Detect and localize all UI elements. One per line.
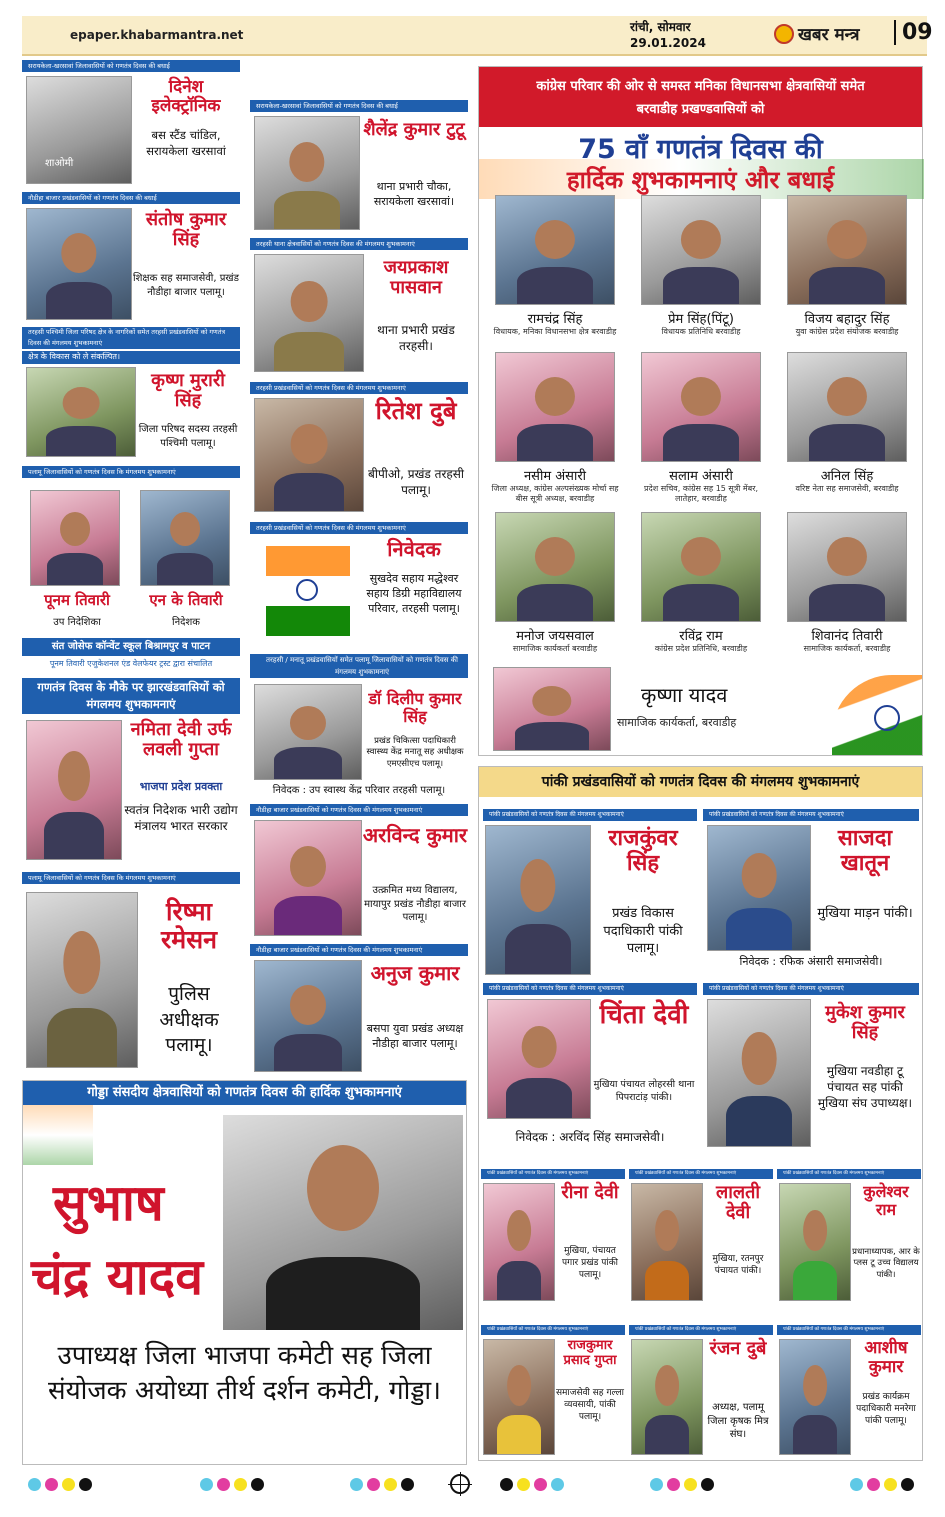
flag-decoration-icon	[23, 1105, 93, 1165]
member-name-last: कृष्णा यादव	[641, 683, 728, 707]
person-photo	[26, 208, 132, 320]
advertiser-desc: मुखिया, रतनपुर पंचायत पांकी।	[712, 1254, 764, 1277]
advertiser-name: राजकुमार प्रसाद गुप्ता	[563, 1338, 617, 1368]
person-photo	[254, 398, 364, 512]
advertiser-name: अरविन्द कुमार	[362, 823, 468, 847]
member-role: प्रदेश सचिव, कांग्रेस सह 15 सूत्री मेंबर, लातेहार, बरवाडीह	[643, 484, 759, 503]
card-strip: पांकी प्रखंडवासियों को गणतंत्र दिवस की मंगलमय शुभकामनाएं	[483, 983, 697, 995]
advertiser-desc: स्वतंत्र निदेशक भारी उद्योग मंत्रालय भारत सरकार	[124, 803, 238, 834]
member-name: सलाम अंसारी	[669, 469, 733, 484]
member-name: शिवानंद तिवारी	[811, 629, 883, 644]
ad-strip: नौडीहा बाजार प्रखंडवासियों को गणतंत्र दिवस की मंगलमय शुभकामनाएं	[250, 944, 468, 956]
card-strip: पांकी प्रखंडवासियों को गणतंत्र दिवस की मंगलमय शुभकामनाएं	[629, 1325, 773, 1335]
ad-strip: सरायकेला-खरसावां जिलावासियों को गणतंत्र दिवस की बधाई	[22, 60, 240, 72]
ad-strip: सरायकेला-खरसावां जिलावासियों को गणतंत्र दिवस की बधाई	[250, 100, 468, 112]
advertiser-name: रितेश दुबे	[375, 397, 457, 425]
ad-strip: नौडीहा बाजार प्रखंडवासियों को गणतंत्र दिवस की मंगलमय शुभकामनाएं	[250, 804, 468, 816]
name-1: पूनम तिवारी	[44, 591, 110, 609]
card-ashish	[777, 1325, 921, 1459]
person-photo	[254, 254, 364, 372]
advertiser-name: रंजन दुबे	[709, 1338, 767, 1359]
person-photo	[483, 1339, 555, 1455]
member-photo-last	[493, 667, 611, 751]
person-photo	[26, 892, 138, 1068]
advertiser-desc: मुखिया नवडीहा टू पंचायत सह पांकी मुखिया संघ उपाध्यक्ष।	[817, 1064, 913, 1111]
greeting-title: 75 वाँ गणतंत्र दिवस की	[578, 134, 823, 165]
member-card	[485, 352, 625, 512]
advertiser-name: कृष्ण मुरारी सिंह	[151, 370, 225, 412]
flag-icon	[266, 546, 350, 636]
yellow-dot-icon	[62, 1478, 75, 1491]
page-number: 09	[894, 20, 933, 45]
card-strip: पांकी प्रखंडवासियों को गणतंत्र दिवस की मंगलमय शुभकामनाएं	[629, 1169, 773, 1179]
newspaper-logo	[774, 22, 860, 45]
advertiser-name: संतोष कुमार सिंह	[145, 209, 227, 251]
city-day: रांची, सोमवार	[630, 20, 691, 34]
ad-namita	[22, 678, 240, 868]
advertiser-desc: मुखिया माड़न पांकी।	[817, 906, 913, 921]
card-strip: पांकी प्रखंडवासियों को गणतंत्र दिवस की मंगलमय शुभकामनाएं	[483, 809, 697, 821]
candidate-first-name: सुभाष	[53, 1174, 164, 1232]
candidate-photo	[223, 1115, 463, 1330]
member-card	[777, 512, 917, 672]
card-rajkumar	[481, 1325, 625, 1459]
ad-santosh	[22, 192, 240, 324]
card-lalti	[629, 1169, 773, 1305]
section-title: पांकी प्रखंडवासियों को गणतंत्र दिवस की मंगलमय शुभकामनाएं	[479, 767, 922, 797]
banner-line-1: कांग्रेस परिवार की ओर से समस्त मनिका विधानसभा क्षेत्रवासियों समेत	[536, 79, 865, 94]
member-card	[631, 195, 771, 355]
school-name: संत जोसेफ कॉन्वेंट स्कूल बिश्रामपुर व पाटन	[22, 638, 240, 656]
panki-section	[478, 766, 923, 1461]
advertiser-name: चिंता देवी	[599, 1000, 689, 1030]
person-photo	[631, 1339, 703, 1455]
person-photo	[254, 960, 362, 1072]
ad-strip: तरहसी प्रखंडवासियों को गणतंत्र दिवस की मंगलमय शुभकामनाएं	[250, 522, 468, 534]
card-strip: पांकी प्रखंडवासियों को गणतंत्र दिवस की मंगलमय शुभकामनाएं	[703, 809, 919, 821]
person-photo	[254, 684, 362, 780]
advertiser-desc: अध्यक्ष, पलामू जिला कृषक मित्र संघ।	[707, 1402, 769, 1440]
black-dot-icon	[79, 1478, 92, 1491]
logo-icon	[774, 24, 794, 44]
member-role: सामाजिक कार्यकर्ता, बरवाडीह	[803, 644, 891, 653]
shop-sign: शाओमी	[45, 158, 74, 169]
ad-ritesh	[250, 382, 468, 518]
advertiser-name: अनुज कुमार	[370, 961, 460, 985]
greeting-subtitle: हार्दिक शुभकामनाएं और बधाई	[566, 166, 835, 194]
advertiser-desc: थाना प्रभारी चौका, सरायकेला खरसावां।	[373, 180, 455, 208]
member-name: अनिल सिंह	[820, 469, 874, 484]
advertiser-name: रिष्मा रमेसन	[161, 897, 217, 954]
person-photo	[26, 720, 122, 860]
person-photo-1	[30, 490, 120, 586]
ad-krishna-murari	[22, 327, 240, 462]
person-photo	[487, 999, 591, 1119]
member-role: युवा कांग्रेस प्रदेश संयोजक बरवाडीह	[795, 327, 899, 336]
member-role: विधायक प्रतिनिधि बरवाडीह	[661, 327, 741, 336]
member-name: विजय बहादुर सिंह	[804, 312, 890, 327]
advertiser-name: रीना देवी	[561, 1182, 619, 1203]
ad-strip: तरहसी / मनातू प्रखंडवासियों समेत पलामू जिलावासियों को गणतंत्र दिवस की मंगलमय शुभकामनाएं	[250, 654, 468, 678]
member-card	[631, 352, 771, 512]
member-name: मनोज जयसवाल	[516, 629, 594, 644]
ad-strip: तरहसी पश्चिमी जिला परिषद क्षेत्र के नागरिकों समेत तरहसी प्रखंडवासियों को गणतंत्र दिवस की मंगलमय शुभकामनाएं	[22, 327, 240, 349]
ad-strip: नौडीहा बाजार प्रखंडवासियों को गणतंत्र दिवस की बधाई	[22, 192, 240, 204]
advertiser-desc: बसपा युवा प्रखंड अध्यक्ष नौडीहा बाजार पलामू।	[366, 1022, 464, 1050]
advertiser-name: राजकुंवर सिंह	[608, 826, 678, 876]
member-role: जिला अध्यक्ष, कांग्रेस अल्पसंख्यक मोर्चा सह बीस सूत्री अध्यक्ष, बरवाडीह	[491, 484, 619, 503]
advertiser-name: डॉ दिलीप कुमार सिंह	[368, 689, 462, 726]
advertiser-desc: पुलिस अधीक्षक पलामू।	[159, 983, 219, 1057]
person-photo-2	[140, 490, 230, 586]
registration-marks-left	[28, 1478, 92, 1492]
advertiser-desc: प्रखंड विकास पदाधिकारी पांकी पलामू।	[603, 906, 683, 957]
card-strip: पांकी प्रखंडवासियों को गणतंत्र दिवस की मंगलमय शुभकामनाएं	[777, 1169, 921, 1179]
card-strip: पांकी प्रखंडवासियों को गणतंत्र दिवस की मंगलमय शुभकामनाएं	[777, 1325, 921, 1335]
member-name: रविंद्र राम	[679, 629, 723, 644]
registration-marks-right	[850, 1478, 914, 1492]
advertiser-desc: मुखिया पंचायत लोहरसी थाना पिपराटांड़ पांकी।	[593, 1079, 695, 1103]
person-photo	[485, 825, 591, 975]
person-photo	[707, 999, 811, 1147]
member-role: वरिष्ट नेता सह समाजसेवी, बरवाडीह	[795, 484, 899, 493]
ad-strip: पलामू जिलावासियों को गणतंत्र दिवस कि मंगलमय शुभकामनाएं	[22, 872, 240, 884]
advertiser-desc: जिला परिषद सदस्य तरहसी पश्चिमी पलामू।	[138, 424, 238, 449]
advertiser-desc: बीपीओ, प्रखंड तरहसी पलामू।	[367, 467, 464, 498]
site-url[interactable]: epaper.khabarmantra.net	[70, 28, 244, 42]
candidate-last-name: चंद्र यादव	[31, 1248, 204, 1306]
role-1: उप निदेशिका	[53, 617, 101, 628]
ad-arvind	[250, 804, 468, 940]
magenta-dot-icon	[45, 1478, 58, 1491]
ad-rishma	[22, 872, 240, 1072]
advertiser-desc: उत्क्रमित मध्य विद्यालय, मायापुर प्रखंड नौडीहा बाजार पलामू।	[364, 885, 466, 923]
ad-nivedak-college	[250, 522, 468, 650]
member-role-last: सामाजिक कार्यकर्ता, बरवाडीह	[617, 716, 737, 729]
advertiser-desc: मुखिया, पंचायत पगार प्रखंड पांकी पलामू।	[562, 1246, 618, 1281]
advertiser-name: दिनेश इलेक्ट्रॉनिक	[151, 77, 221, 117]
ad-strip-secondary: क्षेत्र के विकास को ले संकल्पित।	[22, 351, 240, 364]
date-block	[630, 19, 706, 51]
member-role: सामाजिक कार्यकर्ता बरवाडीह	[512, 644, 598, 653]
person-photo	[254, 116, 360, 230]
member-card	[777, 352, 917, 512]
ad-jayprakash	[250, 238, 468, 378]
advertiser-name: शैलेंद्र कुमार टुटू	[363, 119, 465, 140]
date: 29.01.2024	[630, 36, 706, 50]
ad-shailendra	[250, 100, 468, 234]
person-photo	[483, 1183, 555, 1301]
advertiser-name: आशीष कुमार	[864, 1338, 908, 1378]
member-name: नसीम अंसारी	[523, 469, 587, 484]
person-photo	[631, 1183, 703, 1301]
advertiser-desc: शिक्षक सह समाजसेवी, प्रखंड नौडीहा बाजार पलामू।	[133, 273, 239, 298]
advertiser-name: कुलेश्वर राम	[863, 1182, 909, 1219]
chakra-icon	[874, 705, 900, 731]
member-role: विधायक, मनिका विधानसभा क्षेत्र बरवाडीह	[493, 327, 617, 336]
party-role: भाजपा प्रदेश प्रवक्ता	[139, 780, 223, 793]
trust-name: पूनम तिवारी एजुकेशनल एंड वेलफेयर ट्रस्ट द्वारा संचालित	[49, 659, 213, 668]
nivedak-line: निवेदक : रफिक अंसारी समाजसेवी।	[739, 955, 883, 968]
card-strip: पांकी प्रखंडवासियों को गणतंत्र दिवस की मंगलमय शुभकामनाएं	[481, 1325, 625, 1335]
ad-dilip	[250, 654, 468, 800]
name-2: एन के तिवारी	[149, 591, 223, 609]
member-name: प्रेम सिंह(पिंटू)	[668, 312, 734, 327]
card-reena	[481, 1169, 625, 1305]
card-chinta	[483, 983, 697, 1151]
card-strip: पांकी प्रखंडवासियों को गणतंत्र दिवस की मंगलमय शुभकामनाएं	[703, 983, 919, 995]
advertiser-name: नमिता देवी उर्फ लवली गुप्ता	[130, 719, 232, 761]
member-name: रामचंद्र सिंह	[527, 312, 583, 327]
ad-strip: गणतंत्र दिवस के मौके पर झारखंडवासियों को मंगलमय शुभकामनाएं	[22, 678, 240, 714]
ad-anuj	[250, 944, 468, 1076]
member-card	[631, 512, 771, 672]
registration-marks-5	[650, 1478, 714, 1492]
card-strip: पांकी प्रखंडवासियों को गणतंत्र दिवस की मंगलमय शुभकामनाएं	[481, 1169, 625, 1179]
ad-strip: तरहसी थाना क्षेत्रवासियों को गणतंत्र दिवस की मंगलमय शुभकामनाएं	[250, 238, 468, 250]
person-photo	[779, 1339, 851, 1455]
advertiser-desc: बस स्टैंड चांडिल, सरायकेला खरसावां	[146, 128, 226, 158]
ad-dinesh	[22, 60, 240, 190]
page-header	[22, 16, 933, 56]
member-card	[485, 512, 625, 672]
member-card	[777, 195, 917, 355]
section-title: गोड्डा संसदीय क्षेत्रवासियों को गणतंत्र दिवस की हार्दिक शुभकामनाएं	[23, 1081, 466, 1105]
registration-marks-3	[350, 1478, 414, 1492]
ad-tiwari	[22, 466, 240, 674]
advertiser-desc: प्रखंड चिकित्सा पदाधिकारी स्वास्थ्य केंद्र मनातू सह अधीक्षक एमएसीएच पलामू।	[366, 736, 464, 769]
advertiser-name: साजदा खातून	[837, 826, 893, 876]
person-photo	[779, 1183, 851, 1301]
nivedak-line: निवेदक : उप स्वास्थ केंद्र परिवार तरहसी पलामू।	[272, 785, 446, 796]
ad-strip: तरहसी प्रखंडवासियों को गणतंत्र दिवस की मंगलमय शुभकामनाएं	[250, 382, 468, 394]
advertiser-desc: प्रधानाध्यापक, आर के प्लस टू उच्च विद्यालय पांकी।	[852, 1247, 920, 1280]
card-kuleshwar	[777, 1169, 921, 1305]
logo-text: खबर मन्त्र	[798, 25, 860, 45]
advertiser-name: जयप्रकाश पासवान	[383, 257, 449, 299]
role-2: निदेशक	[172, 617, 200, 628]
advertiser-name: लालती देवी	[716, 1182, 760, 1224]
advertiser-name: मुकेश कुमार सिंह	[825, 1002, 905, 1044]
ad-strip: पलामू जिलावासियों को गणतंत्र दिवस कि मंगलमय शुभकामनाएं	[22, 466, 240, 478]
godda-ad	[22, 1080, 467, 1465]
congress-ad	[478, 66, 923, 756]
card-sajda	[703, 809, 919, 977]
registration-marks-2	[200, 1478, 264, 1492]
crosshair-icon	[450, 1474, 470, 1494]
card-rajkunwar	[483, 809, 697, 977]
advertiser-desc: सुखदेव सहाय मद्धेश्वर सहाय डिग्री महाविद्यालय परिवार, तरहसी पलामू।	[366, 572, 462, 615]
registration-marks-4	[500, 1478, 564, 1492]
congress-banner	[479, 67, 922, 127]
advertiser-desc: थाना प्रभारी प्रखंड तरहसी।	[377, 323, 455, 354]
person-photo	[254, 820, 362, 936]
nivedak-line: निवेदक : अरविंद सिंह समाजसेवी।	[515, 1130, 665, 1144]
person-photo	[26, 367, 136, 457]
card-mukesh	[703, 983, 919, 1151]
cyan-dot-icon	[28, 1478, 41, 1491]
candidate-desc: उपाध्यक्ष जिला भाजपा कमेटी सह जिला संयोजक अयोध्या तीर्थ दर्शन कमेटी, गोड्डा।	[48, 1341, 441, 1407]
nivedak-label: निवेदक	[387, 537, 441, 561]
advertiser-desc: प्रखंड कार्यक्रम पदाधिकारी मनरेगा पांकी पलामू।	[856, 1392, 916, 1427]
person-photo	[707, 825, 811, 951]
shop-photo	[26, 76, 132, 184]
card-ranjan	[629, 1325, 773, 1459]
advertiser-desc: समाजसेवी सह गल्ला व्यवसायी, पांकी पलामू।	[555, 1388, 625, 1423]
member-role: कांग्रेस प्रदेश प्रतिनिधि, बरवाडीह	[654, 644, 748, 653]
member-card	[485, 195, 625, 355]
banner-line-2: बरवाडीह प्रखण्डवासियों को	[636, 102, 765, 117]
